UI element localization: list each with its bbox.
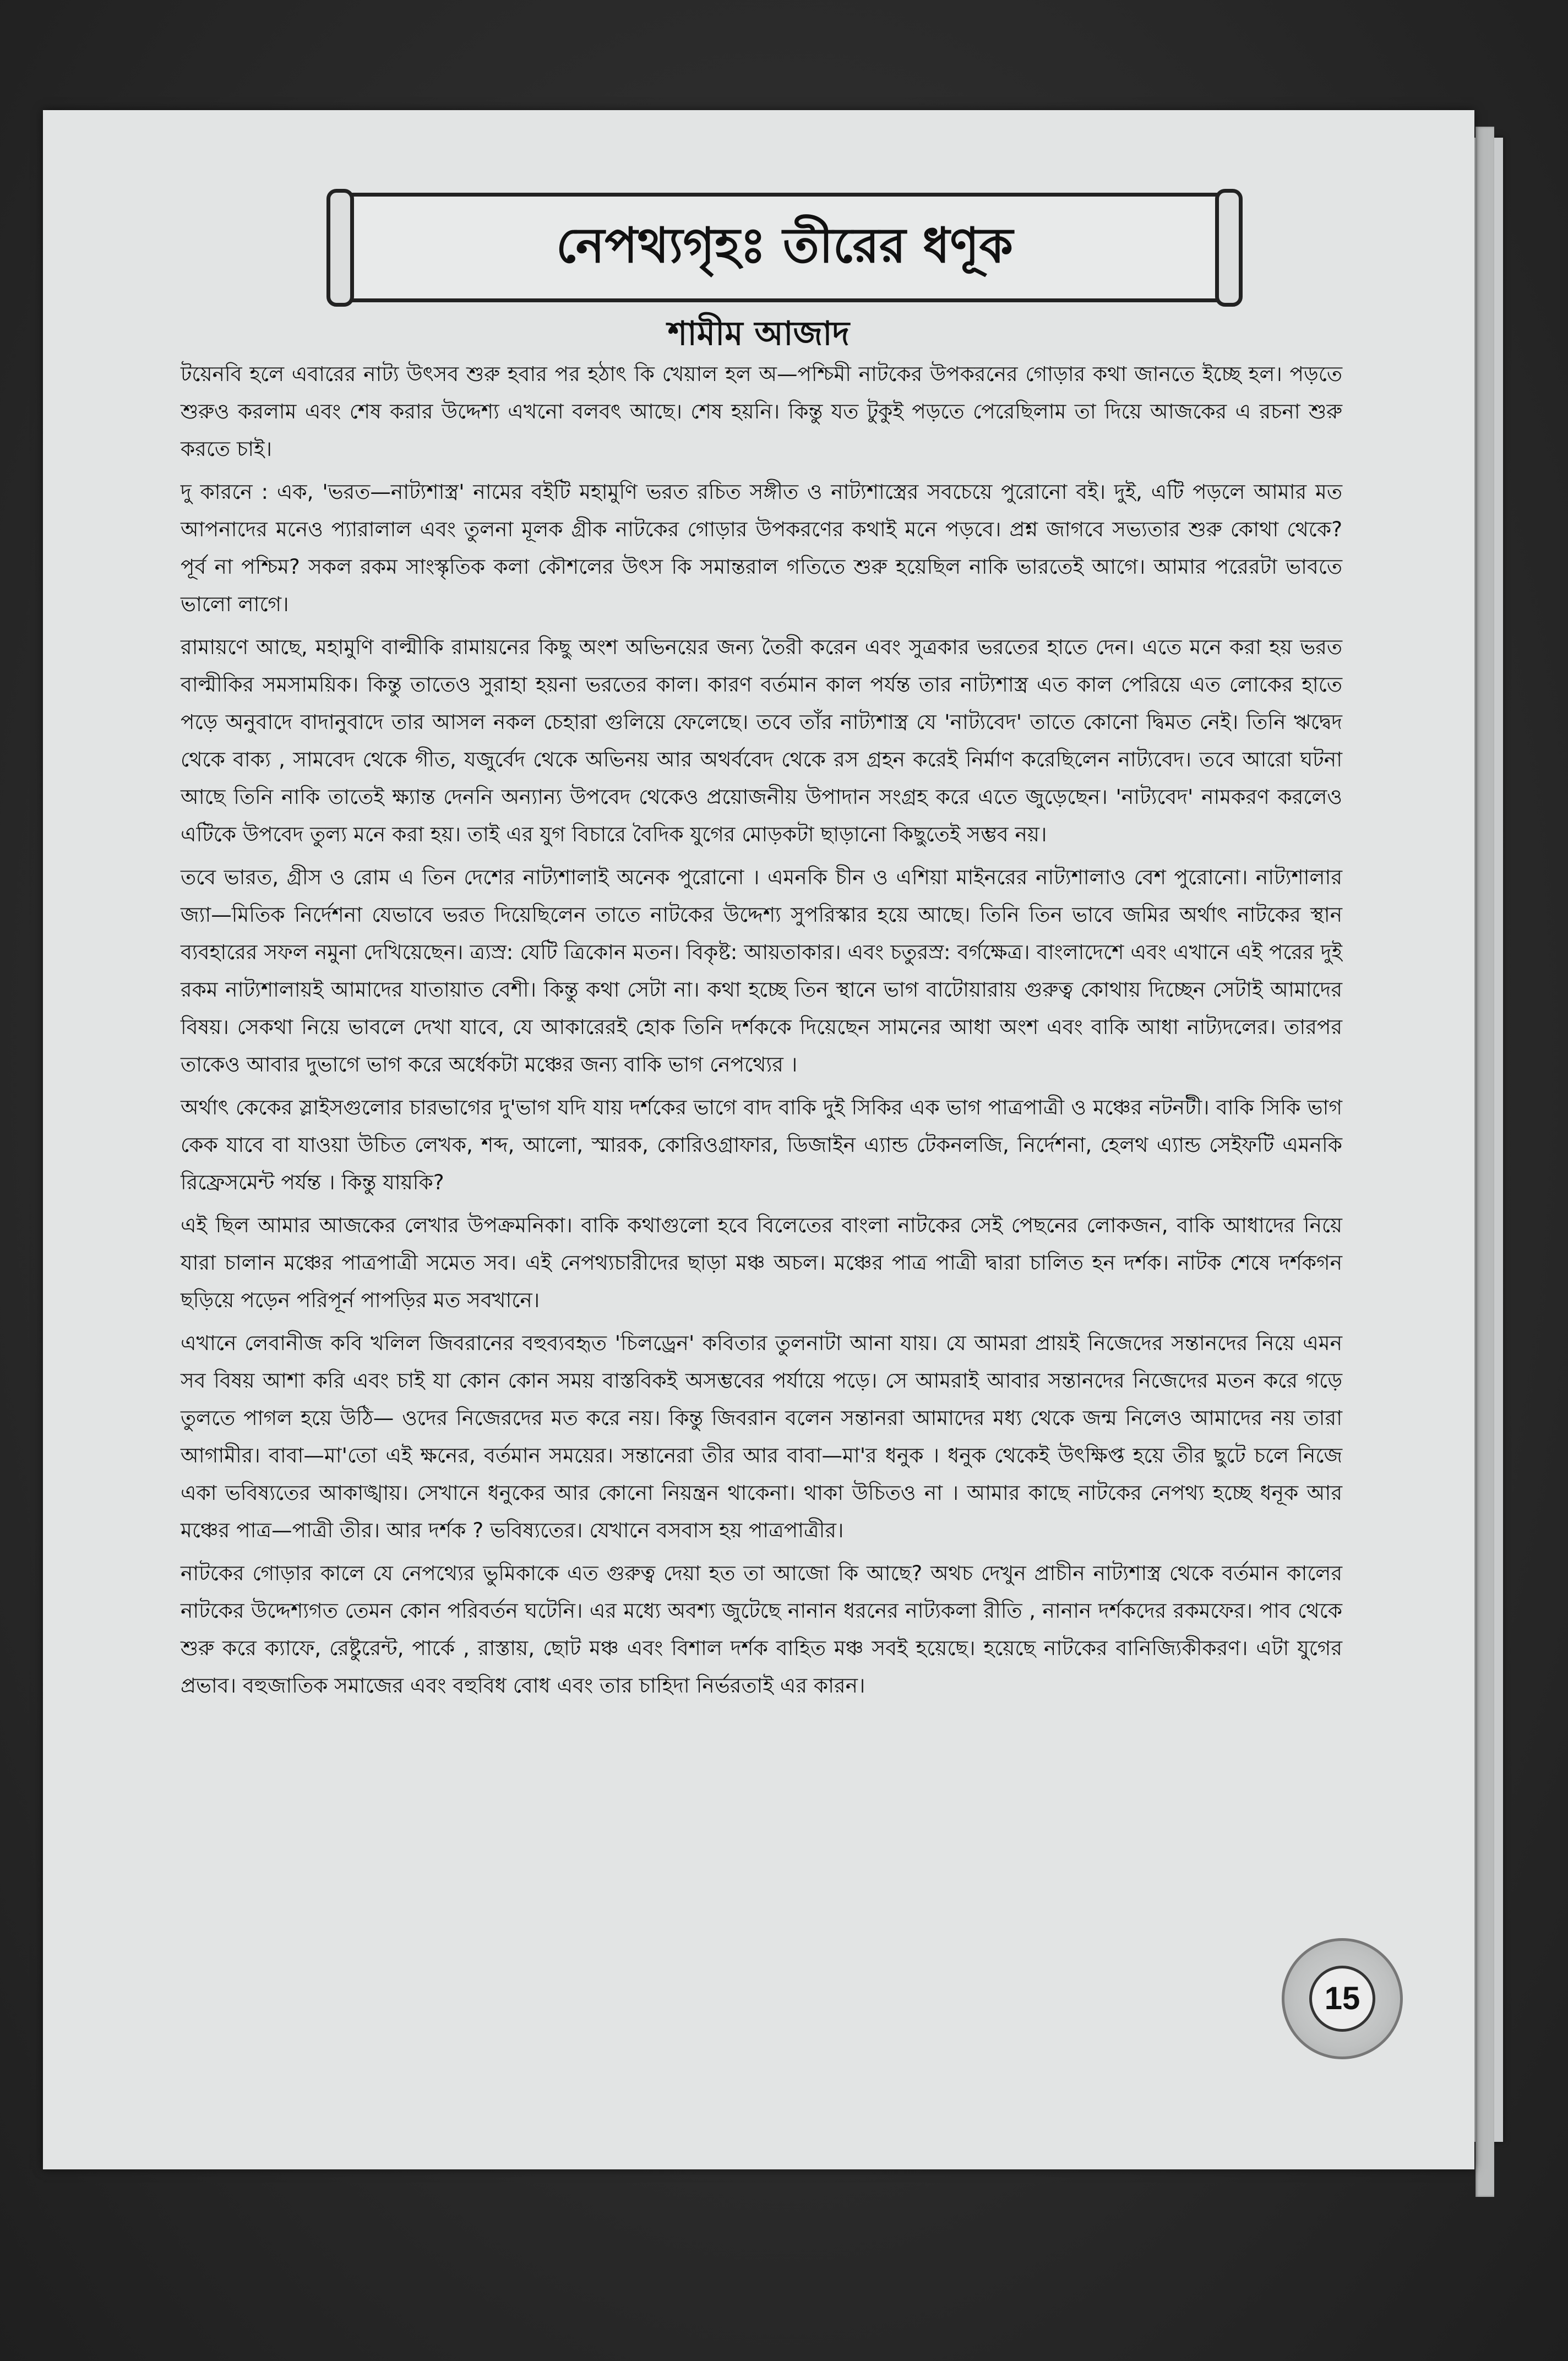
magazine-page [43,110,1474,2169]
paragraph: অর্থাৎ কেকের স্লাইসগুলোর চারভাগের দু'ভাগ যদি যায় দর্শকের ভাগে বাদ বাকি দুই সিকির এক ভাগ পাত্রপাত্রী ও মঞ্চের নটনটী। বাকি সিকি ভাগ কেক যাবে বা যাওয়া উচিত লেখক, শব্দ, আলো, স্মারক, কোরিওগ্রাফার, ডিজাইন এ্যান্ড টেকনলজি, নির্দেশনা, হেলথ এ্যান্ড সেইফটি এমনকি রিফ্রেসমেন্ট পর্যন্ত । কিন্তু যায়কি? [181,1095,1342,1194]
paragraph: টয়েনবি হলে এবারের নাট্য উৎসব শুরু হবার পর হঠাৎ কি খেয়াল হল অ—পশ্চিমী নাটকের উপকরনের গোড়ার কথা জানতে ইচ্ছে হল। পড়তে শুরুও করলাম এবং শেষ করার উদ্দেশ্য এখনো বলবৎ আছে। শেষ হয়নি। কিন্তু যত টুকুই পড়তে পেরেছিলাম তা দিয়ে আজকের এ রচনা শুরু করতে চাই। [181,362,1342,461]
page-number: 15 [1309,1966,1375,2032]
paragraph: এই ছিল আমার আজকের লেখার উপক্রমনিকা। বাকি কথাগুলো হবে বিলেতের বাংলা নাটকের সেই পেছনের লোকজন, বাকি আধাদের নিয়ে যারা চালান মঞ্চের পাত্রপাত্রী সমেত সব। এই নেপথ্যচারীদের ছাড়া মঞ্চ অচল। মঞ্চের পাত্র পাত্রী দ্বারা চালিত হন দর্শক। নাটক শেষে দর্শকগন ছড়িয়ে পড়েন পরিপূর্ন পাপড়ির মত সবখানে। [181,1213,1342,1312]
title-scroll-banner [340,193,1229,302]
paragraph: তবে ভারত, গ্রীস ও রোম এ তিন দেশের নাট্যশালাই অনেক পুরোনো । এমনকি চীন ও এশিয়া মাইনরের নাট্যশালাও বেশ পুরোনো। নাট্যশালার জ্যা—মিতিক নির্দেশনা যেভাবে ভরত দিয়েছিলেন তাতে নাটকের উদ্দেশ্য সুপরিস্কার হয়ে আছে। তিনি তিন ভাবে জমির অর্থাৎ নাটকের স্থান ব্যবহারের সফল নমুনা দেখিয়েছেন। ত্র্যস্র: যেটি ত্রিকোন মতন। বিকৃষ্ট: আয়তাকার। এবং চতুরস্র: বর্গক্ষেত্র। বাংলাদেশে এবং এখানে এই পরের দুই রকম নাট্যশালায়ই আমাদের যাতায়াত বেশী। কিন্তু কথা সেটা না। কথা হচ্ছে তিন স্থানে ভাগ বাটোয়ারায় গুরুত্ব কোথায় দিচ্ছেন সেটাই আমাদের বিষয়। সেকথা নিয়ে ভাবলে দেখা যাবে, যে আকারেরই হোক তিনি দর্শককে দিয়েছেন সামনের আধা অংশ এবং বাকি আধা নাট্যদলের। তারপর তাকেও আবার দুভাগে ভাগ করে অর্ধেকটা মঞ্চের জন্য বাকি ভাগ নেপথ্যের । [181,865,1342,1076]
page-number-badge [1282,1938,1403,2059]
article-title: নেপথ্যগৃহঃ তীরের ধণূক [556,217,1014,274]
paragraph: দু কারনে : এক, 'ভরত—নাট্যশাস্ত্র' নামের বইটি মহামুণি ভরত রচিত সঙ্গীত ও নাট্যশাস্ত্রের সবচেয়ে পুরোনো বই। দুই, এটি পড়লে আমার মত আপনাদের মনেও প্যারালাল এবং তুলনা মূলক গ্রীক নাটকের গোড়ার উপকরণের কথাই মনে পড়বে। প্রশ্ন জাগবে সভ্যতার শুরু কোথা থেকে? পূর্ব না পশ্চিম? সকল রকম সাংস্কৃতিক কলা কৌশলের উৎস কি সমান্তরাল গতিতে শুরু হয়েছিল নাকি ভারতেই আগে। আমার পরেরটা ভাবতে ভালো লাগে। [181,480,1342,616]
page-stack-edge [1476,127,1494,2197]
paragraph: এখানে লেবানীজ কবি খলিল জিবরানের বহুব্যবহৃত 'চিলড্রেন' কবিতার তুলনাটা আনা যায়। যে আমরা প্রায়ই নিজেদের সন্তানদের নিয়ে এমন সব বিষয় আশা করি এবং চাই যা কোন কোন সময় বাস্তবিকই অসম্ভবের পর্যায়ে পড়ে। সে আমরাই আবার সন্তানদের নিজেদের মতন করে গড়ে তুলতে পাগল হয়ে উঠি— ওদের নিজেরদের মত করে নয়। কিন্তু জিবরান বলেন সন্তানরা আমাদের মধ্য থেকে জন্ম নিলেও আমাদের নয় তারা আগামীর। বাবা—মা'তো এই ক্ষনের, বর্তমান সময়ের। সন্তানেরা তীর আর বাবা—মা'র ধনুক । ধনুক থেকেই উৎক্ষিপ্ত হয়ে তীর ছুটে চলে নিজে একা ভবিষ্যতের আকাঙ্খায়। সেখানে ধনুকের আর কোনো নিয়ন্ত্রন থাকেনা। থাকা উচিতও না । আমার কাছে নাটকের নেপথ্য হচ্ছে ধনূক আর মঞ্চের পাত্র—পাত্রী তীর। আর দর্শক ? ভবিষ্যতের। যেখানে বসবাস হয় পাত্রপাত্রীর। [181,1331,1342,1542]
paragraph: রামায়ণে আছে, মহামুণি বাল্মীকি রামায়নের কিছু অংশ অভিনয়ের জন্য তৈরী করেন এবং সুত্রকার ভরতের হাতে দেন। এতে মনে করা হয় ভরত বাল্মীকির সমসাময়িক। কিন্তু তাতেও সুরাহা হয়না ভরতের কাল। কারণ বর্তমান কাল পর্যন্ত তার নাট্যশাস্ত্র এত কাল পেরিয়ে এত লোকের হাতে পড়ে অনুবাদে বাদানুবাদে তার আসল নকল চেহারা গুলিয়ে ফেলেছে। তবে তাঁর নাট্যশাস্ত্র যে 'নাট্যবেদ' তাতে কোনো দ্বিমত নেই। তিনি ঋদ্বেদ থেকে বাক্য , সামবেদ থেকে গীত, যজুর্বেদ থেকে অভিনয় আর অথর্ববেদ থেকে রস গ্রহন করেই নির্মাণ করেছিলেন নাট্যবেদ। তবে আরো ঘটনা আছে তিনি নাকি তাতেই ক্ষ্যান্ত দেননি অন্যান্য উপবেদ থেকেও প্রয়োজনীয় উপাদান সংগ্রহ করে এতে জুড়েছেন। 'নাট্যবেদ' নামকরণ করলেও এটিকে উপবেদ তুল্য মনে করা হয়। তাই এর যুগ বিচারে বৈদিক যুগের মোড়কটা ছাড়ানো কিছুতেই সম্ভব নয়। [181,635,1342,846]
article-body [181,355,1342,1710]
paragraph: নাটকের গোড়ার কালে যে নেপথ্যের ভুমিকাকে এত গুরুত্ব দেয়া হত তা আজো কি আছে? অথচ দেখুন প্রাচীন নাট্যশাস্ত্র থেকে বর্তমান কালের নাটকের উদ্দেশ্যগত তেমন কোন পরিবর্তন ঘটেনি। এর মধ্যে অবশ্য জুটেছে নানান ধরনের নাট্যকলা রীতি , নানান দর্শকদের রকমফের। পাব থেকে শুরু করে ক্যাফে, রেষ্টুরেন্ট, পার্কে , রাস্তায়, ছোট মঞ্চ এবং বিশাল দর্শক বাহিত মঞ্চ সবই হয়েছে। হয়েছে নাটকের বানিজ্যিকীকরণ। এটা যুগের প্রভাব। বহুজাতিক সমাজের এবং বহুবিধ বোধ এবং তার চাহিদা নির্ভরতাই এর কারন। [181,1561,1342,1698]
article-author: শামীম আজাদ [667,314,850,353]
